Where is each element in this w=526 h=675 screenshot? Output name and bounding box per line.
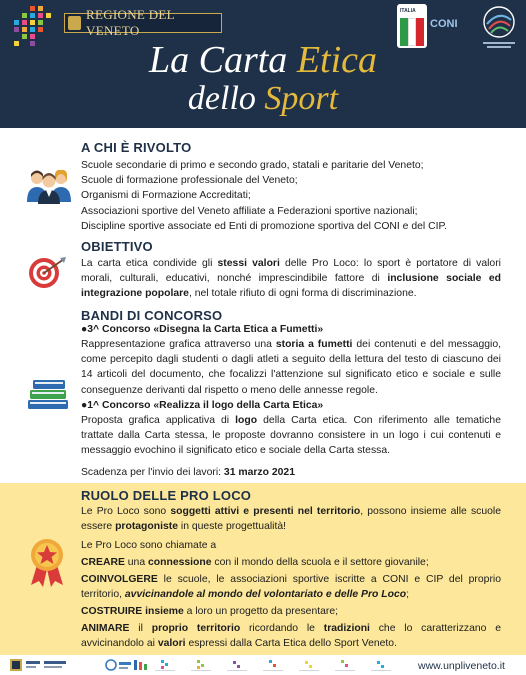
title-word-sport: Sport [264,80,339,117]
concorso-2-heading: ●1^ Concorso «Realizza il logo della Carta Etica» [81,400,324,411]
text-run: espressi dalla Carta Etica dello Sport Veneto. [185,638,397,650]
text-run: , possono insieme alle scuole essere [81,506,502,533]
text-run: che lo caratterizzano e avvicinandolo ai [81,623,501,650]
deadline-label: Scadenza per l'invio dei lavori: [81,467,224,478]
text-run: , nel totale rifiuto di ogni forma di discriminazione. [188,288,417,300]
text-run: della Carta etica. Con riferimento alle tematiche trattate dalla Carta stessa, le proposte dovranno consistere in un logo i cui contenuti e messaggio evochino il significato etico e sociale della Carta stessa. [81,415,501,457]
section-title-bandi: BANDI DI CONCORSO [81,308,223,323]
ruolo-creare [81,555,501,570]
text-bold: soggetti attivi e presenti nel territorio [170,506,361,517]
deadline-line [81,465,501,480]
text-run: con il mondo della scuola e il settore giovanile; [211,557,429,568]
deadline-date: 31 marzo 2021 [223,467,295,478]
text-run: ; [406,589,409,601]
text-bold: ANIMARE [81,623,130,634]
ruolo-intro [81,504,501,534]
concorso-1-heading: ●3^ Concorso «Disegna la Carta Etica a Fumetti» [81,324,324,335]
text-run: le scuole, le associazioni sportive iscritte a CONI e CIP del proprio territorio, [81,574,501,601]
website-url[interactable]: www.unpliveneto.it [418,660,505,672]
award-ribbon-icon [28,537,66,587]
a-chi-line: Associazioni sportive del Veneto affiliate a Federazioni sportive nazionali; [81,205,418,217]
a-chi-line: Scuole secondarie di primo e secondo grado, statali e paritarie del Veneto; [81,160,424,171]
text-bold: valori [157,638,186,650]
text-run: Proposta grafica applicativa di [81,415,236,426]
unpli-logo [104,658,148,672]
text-bold: proprio territorio [151,623,241,634]
ruolo-call: Le Pro Loco sono chiamate a [81,540,217,551]
text-bold: storia a fumetti [275,339,353,350]
veneto-land-of-venice-logo [10,658,90,672]
section-title-obiettivo: OBIETTIVO [81,239,153,254]
ruolo-panel [0,483,526,655]
text-bold: protagoniste [115,521,179,533]
a-chi-list [81,158,501,234]
text-run: La carta etica condivide gli [81,258,218,269]
ruolo-coinvolgere [81,572,501,602]
text-run: Rappresentazione grafica attraverso una [81,339,276,350]
text-run: il [129,623,152,634]
text-bold: connessione [148,557,212,568]
regione-label: REGIONE DEL VENETO [86,7,175,38]
text-run: in queste progettualità! [178,521,287,533]
a-chi-line: Scuole di formazione professionale del Veneto; [81,175,298,187]
people-group-icon [26,168,72,204]
books-stack-icon [26,378,70,410]
a-chi-line: Discipline sportive associate ed Enti di promozione sportiva del CONI e del CIP. [81,220,447,232]
obiettivo-paragraph [81,256,501,302]
text-bold: CREARE [81,557,125,568]
title-word-etica: Etica [296,39,378,81]
text-bold: stessi valori [217,258,280,269]
text-bold: COINVOLGERE [81,574,158,585]
text-run: delle Pro Loco: lo sport è portatore di valori morali, culturali, educativi, nonché imprescindibile fattore di [81,258,501,285]
regione-crest-icon [68,16,81,30]
page-title-line1: La Carta Etica [148,39,378,81]
text-bold: logo [235,415,258,426]
text-bold: tradizioni [323,623,370,634]
text-bold-italic: avvicinandole al mondo del volontariato e delle Pro Loco [124,589,407,601]
coni-label: CONI [430,18,458,30]
section-title-ruolo: RUOLO DELLE PRO LOCO [81,488,252,503]
coni-badge-text: ITALIA [400,8,416,14]
text-run: a loro un progetto da presentare; [183,606,339,617]
ruolo-costruire [81,604,501,619]
regione-veneto-logo [64,7,222,38]
text-bold: inclusione sociale ed integrazione popolare [81,273,501,300]
text-run: una [124,557,149,568]
text-run: dei contenuti e del messaggio, come percepito dagli studenti o dagli atleti a seguito della lettura del testo di ciascuno dei 14 articoli del documento, che focalizzi l'attenzione sul significato etico e sociale e sulle conseguenze derivanti dal rispetto o meno delle annesse regole. [81,339,501,396]
footer-bar [0,655,526,675]
text-run: Le Pro Loco sono [81,506,171,517]
partner-pro-loco-logos [155,658,405,672]
a-chi-line: Organismi di Formazione Accreditati; [81,190,251,202]
target-icon [27,256,67,290]
text-run: ricordando le [240,623,324,634]
header-banner [0,0,526,128]
concorso-2-paragraph [81,413,501,459]
text-bold: COSTRUIRE insieme [81,606,184,617]
ruolo-animare [81,621,501,651]
title-word-dello: dello [187,80,256,117]
page-title-line2 [0,80,526,118]
concorso-1-paragraph [81,337,501,398]
section-title-a-chi: A CHI È RIVOLTO [81,140,192,155]
